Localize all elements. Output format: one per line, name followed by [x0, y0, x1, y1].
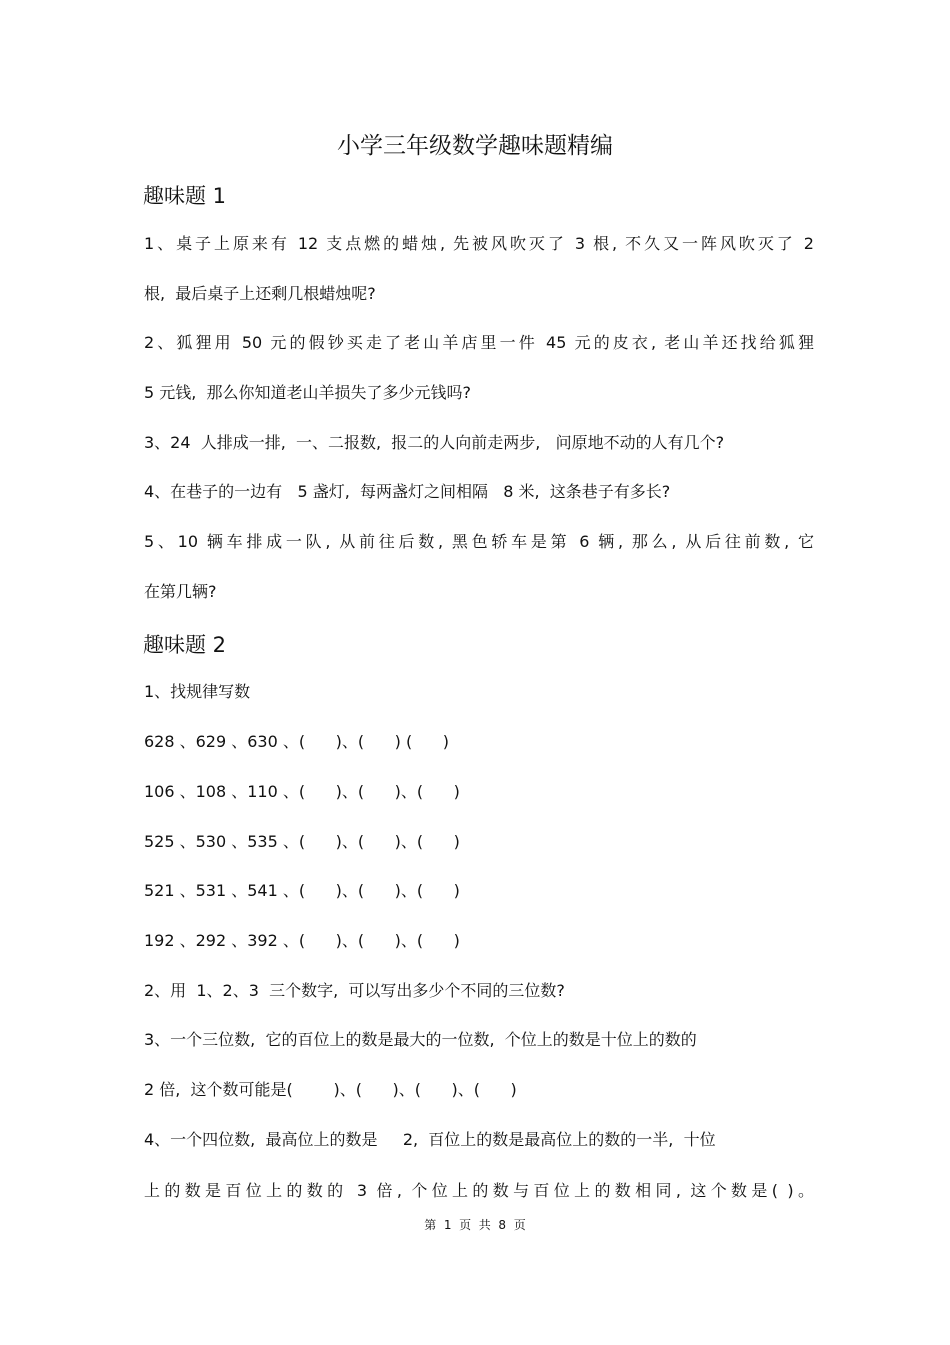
question-1-line-2: 根, 最后桌子上还剩几根蜡烛呢?: [144, 284, 376, 303]
page-footer: 第 1 页 共 8 页: [424, 1218, 526, 1232]
section-heading-2: 趣味题 2: [143, 633, 227, 657]
question-3-line-2: 2 倍, 这个数可能是( )、( )、( )、( ): [144, 1080, 517, 1099]
section-heading-1: 趣味题 1: [143, 184, 227, 208]
sequence-row-4: 521 、531 、541 、( )、( )、( ): [144, 881, 460, 900]
question-5-line-1: 5、10 辆车排成一队, 从前往后数, 黑色轿车是第 6 辆, 那么, 从后往前数, 它: [144, 532, 814, 551]
question-3-line: 3、24 人排成一排, 一、二报数, 报二的人向前走两步, 问原地不动的人有几个?: [144, 433, 725, 452]
question-1-line-1: 1、桌子上原来有 12 支点燃的蜡烛, 先被风吹灭了 3 根, 不久又一阵风吹灭了 2: [144, 234, 814, 253]
question-3-line-1: 3、一个三位数, 它的百位上的数是最大的一位数, 个位上的数是十位上的数的: [144, 1030, 697, 1049]
sequence-row-3: 525 、530 、535 、( )、( )、( ): [144, 832, 460, 851]
question-4-line-1: 4、一个四位数, 最高位上的数是 2, 百位上的数是最高位上的数的一半, 十位: [144, 1130, 716, 1149]
question-2-line-2: 5 元钱, 那么你知道老山羊损失了多少元钱吗?: [144, 383, 472, 402]
question-1-prompt: 1、找规律写数: [144, 682, 251, 701]
question-2-line-1: 2、狐狸用 50 元的假钞买走了老山羊店里一件 45 元的皮衣, 老山羊还找给狐狸: [144, 333, 814, 352]
sequence-row-2: 106 、108 、110 、( )、( )、( ): [144, 782, 460, 801]
sequence-row-1: 628 、629 、630 、( )、( ) ( ): [144, 732, 449, 751]
page-title: 小学三年级数学趣味题精编: [337, 133, 613, 159]
question-5-line-2: 在第几辆?: [144, 582, 217, 601]
question-4-line-2: 上的数是百位上的数的 3 倍, 个位上的数与百位上的数相同, 这个数是( )。: [144, 1181, 814, 1200]
question-2-line: 2、用 1、2、3 三个数字, 可以写出多少个不同的三位数?: [144, 981, 565, 1000]
sequence-row-5: 192 、292 、392 、( )、( )、( ): [144, 931, 460, 950]
question-4-line: 4、在巷子的一边有 5 盏灯, 每两盏灯之间相隔 8 米, 这条巷子有多长?: [144, 482, 671, 501]
